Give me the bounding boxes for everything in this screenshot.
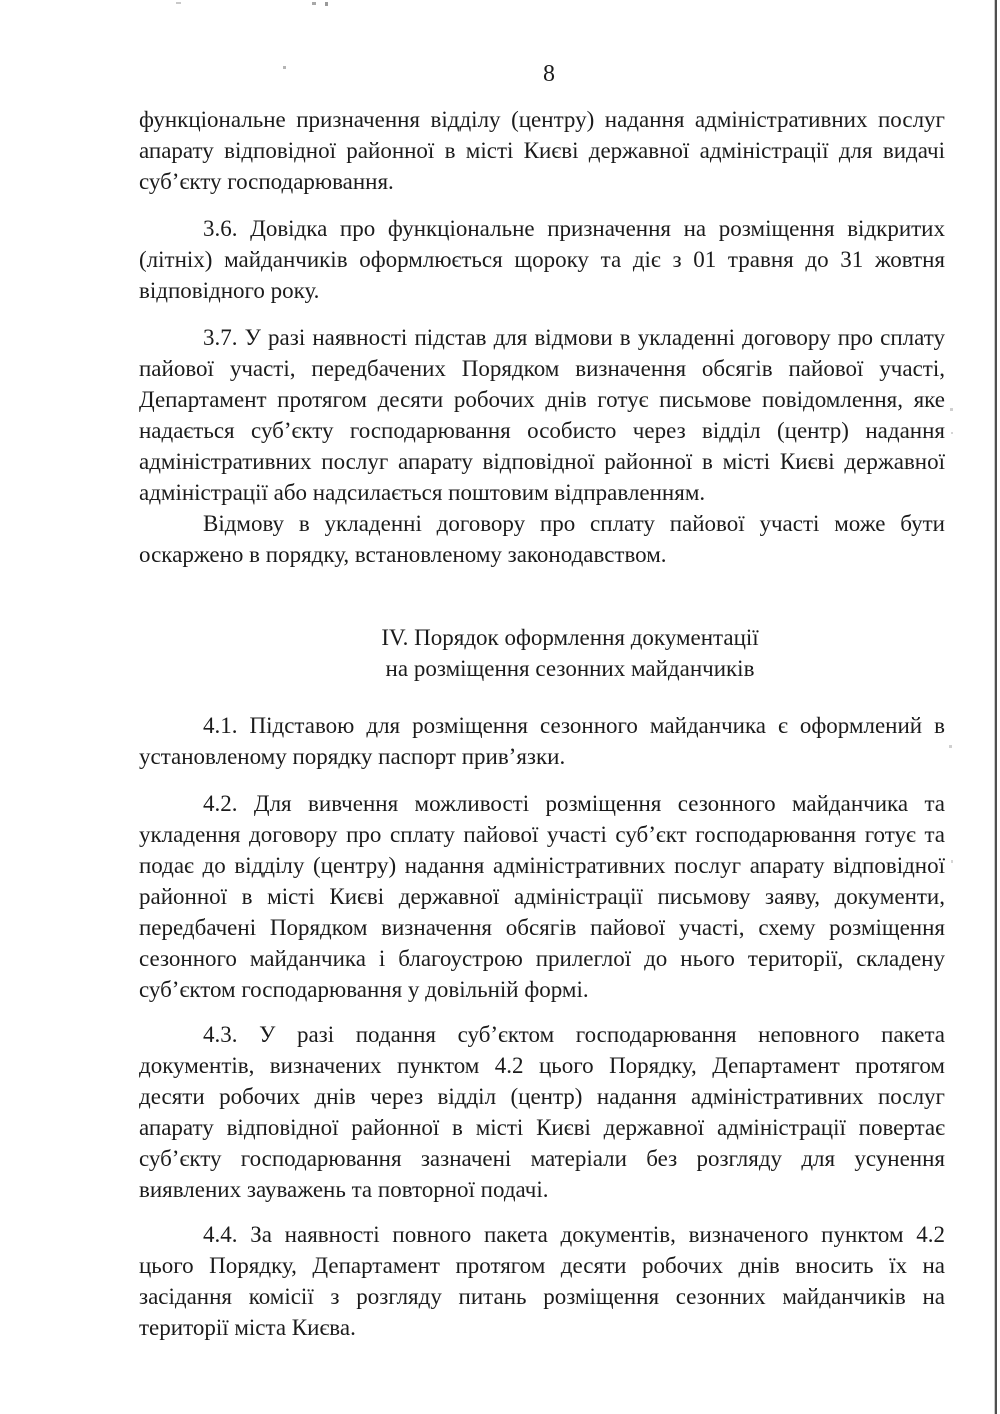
document-body (139, 104, 945, 1343)
text-line: цього Порядку, Департамент протягом десяти робочих днів вносить їх на (139, 1253, 945, 1278)
page-number: 8 (543, 61, 555, 87)
text-line: документів, визначених пунктом 4.2 цього Порядку, Департамент протягом (139, 1053, 945, 1078)
section-iv-heading (139, 622, 945, 684)
text-line: установленому порядку паспорт прив’язки. (139, 744, 566, 769)
paragraph-3-5-continuation (139, 104, 945, 197)
scan-speck (951, 432, 953, 434)
text-line: Відмову в укладенні договору про сплату пайової участі може бути (203, 511, 945, 536)
heading-line: на розміщення сезонних майданчиків (385, 656, 755, 681)
scan-speck (950, 408, 953, 411)
text-line: сезонного майданчика і благоустрою прилеглої до нього території, складену (139, 946, 945, 971)
text-line: адміністрації або надсилається поштовим відправленням. (139, 480, 706, 505)
text-line: оскаржено в порядку, встановленому законодавством. (139, 542, 667, 567)
text-line: 4.3. У разі подання суб’єктом господарювання неповного пакета (203, 1022, 945, 1047)
text-line: подає до відділу (центру) надання адміністративних послуг апарату відповідної (139, 853, 945, 878)
text-line: адміністративних послуг апарату відповідної районної в місті Києві державної (139, 449, 945, 474)
text-line: 4.1. Підставою для розміщення сезонного майданчика є оформлений в (203, 713, 945, 738)
paragraph-4-1 (139, 710, 945, 772)
text-line: суб’єкту господарювання. (139, 169, 394, 194)
text-line: апарату відповідної районної в місті Києві державної адміністрації для видачі (139, 138, 945, 163)
paragraph-4-2 (139, 788, 945, 1005)
scan-speck (949, 745, 952, 748)
text-line: десяти робочих днів через відділ (центр) надання адміністративних послуг (139, 1084, 945, 1109)
text-line: районної в місті Києві державної адміністрації письмову заяву, документи, (139, 884, 945, 909)
scan-speck (312, 2, 316, 5)
text-line: відповідного року. (139, 278, 320, 303)
text-line: 3.6. Довідка про функціональне призначення на розміщення відкритих (203, 216, 945, 241)
text-line: передбачені Порядком визначення обсягів пайової участі, схему розміщення (139, 915, 945, 940)
text-line: апарату відповідної районної в місті Києві державної адміністрації повертає (139, 1115, 945, 1140)
paragraph-4-3 (139, 1019, 945, 1205)
text-line: укладення договору про сплату пайової участі суб’єкт господарювання готує та (139, 822, 945, 847)
text-line: суб’єктом господарювання у довільній формі. (139, 977, 589, 1002)
scan-speck (325, 2, 328, 6)
text-line: функціональне призначення відділу (центру) надання адміністративних послуг (139, 107, 945, 132)
text-line: засідання комісії з розгляду питань розміщення сезонних майданчиків на (139, 1284, 945, 1309)
scan-speck (283, 66, 286, 69)
paragraph-3-7-appeal (139, 508, 945, 570)
heading-line: IV. Порядок оформлення документації (381, 625, 759, 650)
scan-speck (951, 860, 953, 863)
text-line: (літніх) майданчиків оформлюється щороку та діє з 01 травня до 31 жовтня (139, 247, 945, 272)
scan-edge-line (995, 0, 997, 1414)
text-line: 4.4. За наявності повного пакета документів, визначеного пунктом 4.2 (203, 1222, 945, 1247)
text-line: надається суб’єкту господарювання особисто через відділ (центр) надання (139, 418, 945, 443)
paragraph-3-6 (139, 213, 945, 306)
text-line: 4.2. Для вивчення можливості розміщення сезонного майданчика та (203, 791, 945, 816)
text-line: пайової участі, передбачених Порядком визначення обсягів пайової участі, (139, 356, 945, 381)
paragraph-4-4 (139, 1219, 945, 1343)
text-line: суб’єкту господарювання зазначені матеріали без розгляду для усунення (139, 1146, 945, 1171)
text-line: виявлених зауважень та повторної подачі. (139, 1177, 549, 1202)
text-line: 3.7. У разі наявності підстав для відмови в укладенні договору про сплату (203, 325, 945, 350)
text-line: території міста Києва. (139, 1315, 356, 1340)
scan-speck (176, 2, 181, 4)
paragraph-3-7 (139, 322, 945, 508)
text-line: Департамент протягом десяти робочих днів готує письмове повідомлення, яке (139, 387, 945, 412)
